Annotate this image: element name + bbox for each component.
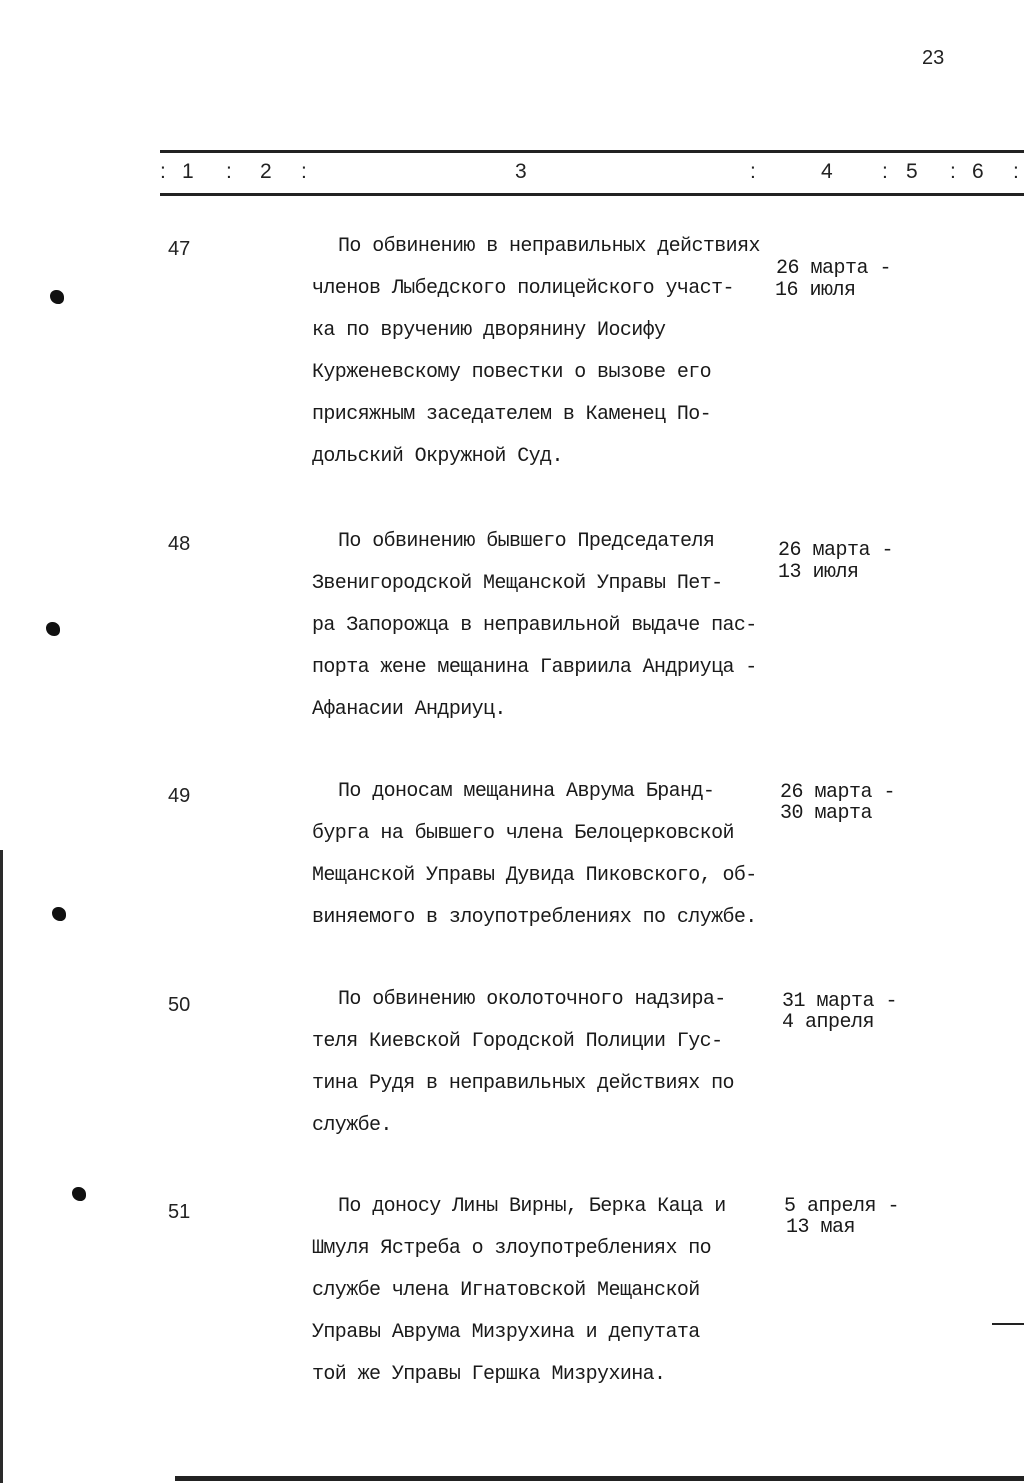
table-header-bottom-rule xyxy=(160,193,1024,196)
date-start: 26 марта - xyxy=(778,539,894,562)
date-end: 13 мая xyxy=(786,1216,856,1239)
scan-edge-shadow xyxy=(0,850,3,1483)
column-separator: : xyxy=(226,160,232,183)
record-number: 48 xyxy=(168,533,191,555)
record-description xyxy=(312,521,792,731)
column-header-2: 2 xyxy=(260,160,272,183)
column-separator: : xyxy=(750,160,756,183)
description-line: Звенигородской Мещанской Управы Пет- xyxy=(312,572,723,595)
column-separator: : xyxy=(1013,160,1019,183)
date-start: 26 марта - xyxy=(776,257,892,280)
column-separator: : xyxy=(160,160,166,183)
margin-mark xyxy=(992,1323,1024,1325)
page-number: 23 xyxy=(922,47,945,69)
description-line: По обвинению в неправильных действиях xyxy=(338,235,760,258)
description-line: По доносу Лины Вирны, Берка Каца и xyxy=(338,1195,726,1218)
date-start: 26 марта - xyxy=(780,781,896,804)
punch-hole-mark xyxy=(72,1187,86,1201)
record-description xyxy=(312,226,792,478)
description-line: Мещанской Управы Дувида Пиковского, об- xyxy=(312,864,757,887)
punch-hole-mark xyxy=(52,907,66,921)
column-header-4: 4 xyxy=(821,160,833,183)
page-bottom-rule xyxy=(175,1476,1024,1481)
column-separator: : xyxy=(882,160,888,183)
description-line: службе. xyxy=(312,1114,392,1137)
record-number: 49 xyxy=(168,785,191,807)
description-line: той же Управы Гершка Мизрухина. xyxy=(312,1363,666,1386)
description-line: ка по вручению дворянину Иосифу xyxy=(312,319,666,342)
date-start: 31 марта - xyxy=(782,990,898,1013)
description-line: По доносам мещанина Аврума Бранд- xyxy=(338,780,715,803)
description-line: присяжным заседателем в Каменец По- xyxy=(312,403,712,426)
date-start: 5 апреля - xyxy=(784,1195,900,1218)
description-line: членов Лыбедского полицейского участ- xyxy=(312,277,734,300)
description-line: теля Киевской Городской Полиции Гус- xyxy=(312,1030,723,1053)
column-separator: : xyxy=(301,160,307,183)
record-number: 50 xyxy=(168,994,191,1016)
punch-hole-mark xyxy=(46,622,60,636)
column-header-3: 3 xyxy=(515,160,527,183)
record-description xyxy=(312,771,792,939)
column-header-1: 1 xyxy=(182,160,194,183)
record-description xyxy=(312,979,792,1147)
column-header-5: 5 xyxy=(906,160,918,183)
description-line: По обвинению бывшего Председателя xyxy=(338,530,715,553)
date-end: 4 апреля xyxy=(782,1011,875,1034)
description-line: ра Запорожца в неправильной выдаче пас- xyxy=(312,614,757,637)
date-end: 16 июля xyxy=(775,279,856,302)
description-line: По обвинению околоточного надзира- xyxy=(338,988,726,1011)
record-number: 51 xyxy=(168,1201,191,1223)
record-number: 47 xyxy=(168,238,191,260)
description-line: Афанасии Андриуц. xyxy=(312,698,506,721)
table-header-top-rule xyxy=(160,150,1024,153)
date-end: 13 июля xyxy=(778,561,859,584)
description-line: Курженевскому повестки о вызове его xyxy=(312,361,712,384)
description-line: дольский Окружной Суд. xyxy=(312,445,563,468)
punch-hole-mark xyxy=(50,290,64,304)
description-line: Шмуля Ястреба о злоупотреблениях по xyxy=(312,1237,712,1260)
description-line: службе члена Игнатовской Мещанской xyxy=(312,1279,700,1302)
description-line: Управы Аврума Мизрухина и депутата xyxy=(312,1321,700,1344)
description-line: порта жене мещанина Гавриила Андриуца - xyxy=(312,656,757,679)
column-header-6: 6 xyxy=(972,160,984,183)
record-description xyxy=(312,1186,792,1396)
date-end: 30 марта xyxy=(780,802,873,825)
description-line: тина Рудя в неправильных действиях по xyxy=(312,1072,734,1095)
description-line: бурга на бывшего члена Белоцерковской xyxy=(312,822,734,845)
column-separator: : xyxy=(950,160,956,183)
description-line: виняемого в злоупотреблениях по службе. xyxy=(312,906,757,929)
